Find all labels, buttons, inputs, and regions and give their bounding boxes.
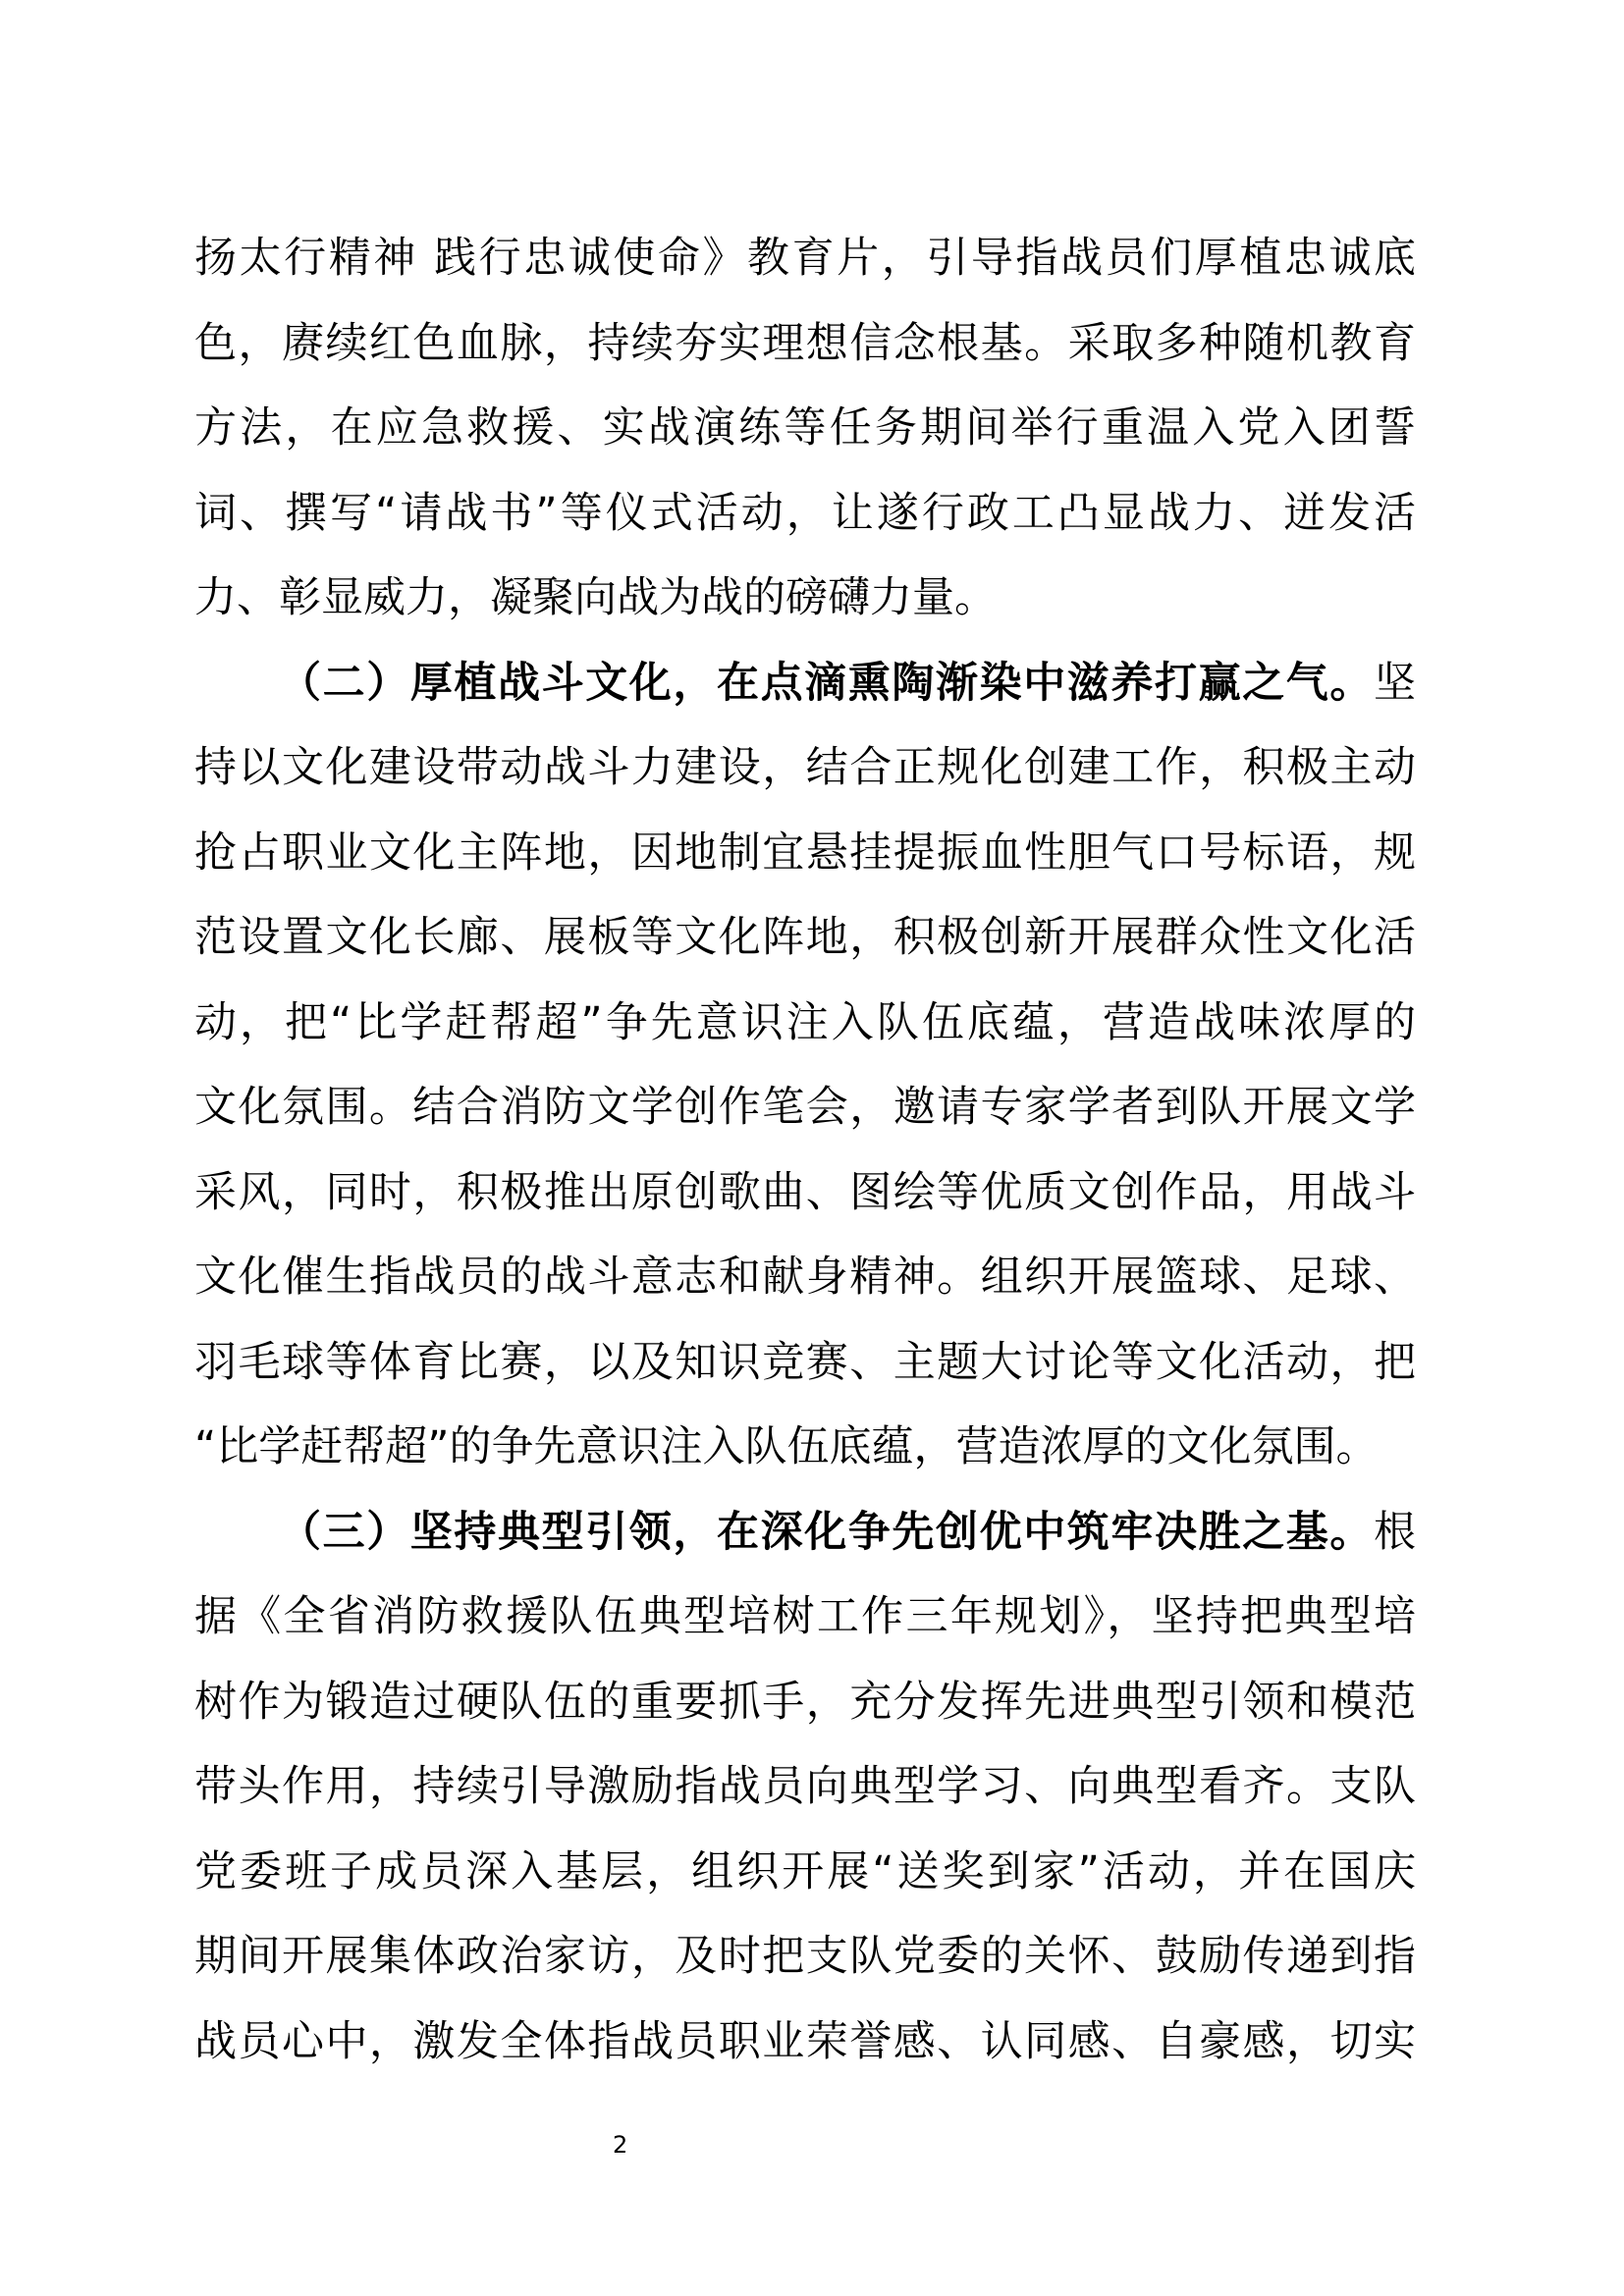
text-line: 带头作用，持续引导激励指战员向典型学习、向典型看齐。支队 (194, 1762, 1416, 1811)
document-body (194, 216, 1416, 2084)
text-line: 采风，同时，积极推出原创歌曲、图绘等优质文创作品，用战斗 (194, 1167, 1416, 1217)
text-line: 羽毛球等体育比赛，以及知识竞赛、主题大讨论等文化活动，把 (194, 1337, 1416, 1387)
text-line: 期间开展集体政治家访，及时把支队党委的关怀、鼓励传递到指 (194, 1932, 1416, 1981)
text-line: 色，赓续红色血脉，持续夯实理想信念根基。采取多种随机教育 (194, 318, 1416, 368)
paragraph-2 (194, 641, 1416, 1490)
section-heading: （三）坚持典型引领，在深化争先创优中筑牢决胜之基。 (279, 1507, 1374, 1557)
text-line: 方法，在应急救援、实战演练等任务期间举行重温入党入团誓 (194, 403, 1416, 453)
text-line: 力、彰显威力，凝聚向战为战的磅礴力量。 (194, 573, 997, 622)
paragraph-1 (194, 216, 1416, 641)
text-line: 文化催生指战员的战斗意志和献身精神。组织开展篮球、足球、 (194, 1253, 1416, 1302)
text-line: “比学赶帮超”的争先意识注入队伍底蕴，营造浓厚的文化氛围。 (194, 1422, 1379, 1471)
text-line: 据《全省消防救援队伍典型培树工作三年规划》，坚持把典型培 (194, 1592, 1416, 1641)
text-line: 范设置文化长廊、展板等文化阵地，积极创新开展群众性文化活 (194, 913, 1416, 962)
text-line: 动，把“比学赶帮超”争先意识注入队伍底蕴，营造战味浓厚的 (194, 997, 1416, 1047)
text-line: 扬太行精神 践行忠诚使命》教育片，引导指战员们厚植忠诚底 (194, 234, 1416, 283)
section-heading: （二）厚植战斗文化，在点滴熏陶渐染中滋养打赢之气。 (279, 658, 1374, 708)
text-run: 坚 (1374, 658, 1416, 708)
text-line: 党委班子成员深入基层，组织开展“送奖到家”活动，并在国庆 (194, 1846, 1416, 1896)
heading-line (194, 641, 1416, 726)
paragraph-3 (194, 1490, 1416, 2085)
text-line: 战员心中，激发全体指战员职业荣誉感、认同感、自豪感，切实 (194, 2016, 1416, 2066)
text-line: 文化氛围。结合消防文学创作笔会，邀请专家学者到队开展文学 (194, 1083, 1416, 1132)
page-number: 2 (613, 2131, 628, 2159)
text-line: 持以文化建设带动战斗力建设，结合正规化创建工作，积极主动 (194, 743, 1416, 792)
text-line: 树作为锻造过硬队伍的重要抓手，充分发挥先进典型引领和模范 (194, 1677, 1416, 1727)
text-line: 抢占职业文化主阵地，因地制宜悬挂提振血性胆气口号标语，规 (194, 828, 1416, 878)
heading-line (194, 1490, 1416, 1575)
text-run: 根 (1374, 1507, 1416, 1557)
text-line: 词、撰写“请战书”等仪式活动，让遂行政工凸显战力、迸发活 (194, 488, 1416, 538)
